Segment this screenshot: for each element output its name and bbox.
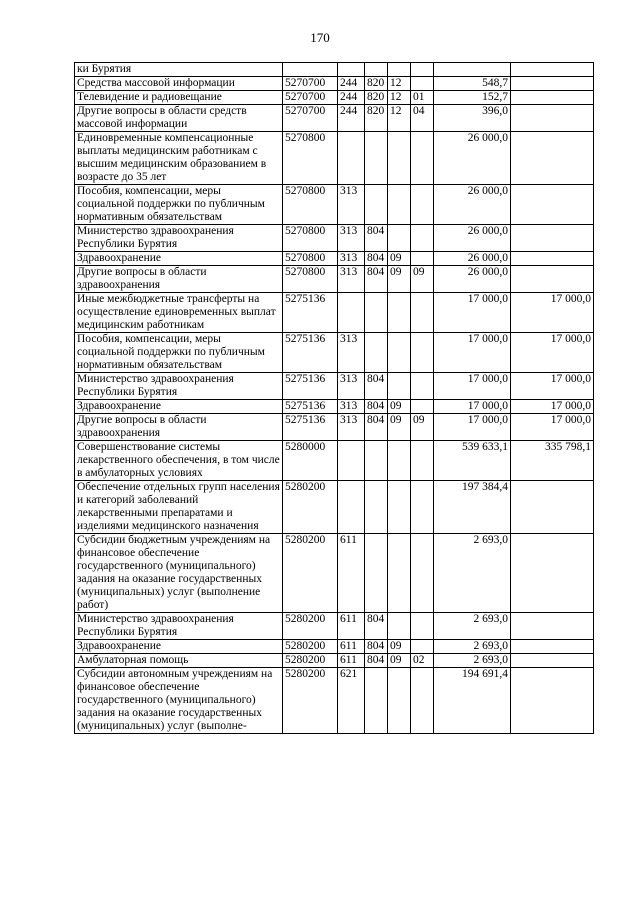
cell-target-article [283,63,338,77]
table-row [75,77,594,91]
cell-name: Совершенствование системы лекарственного обеспечения, в том числе в амбулаторных условиях [75,441,283,481]
cell-amount-federal [511,77,594,91]
cell-amount-federal [511,63,594,77]
cell-section: 12 [388,91,411,105]
cell-expense-type: 313 [338,266,365,293]
table-row [75,640,594,654]
cell-amount-federal: 17 000,0 [511,373,594,400]
cell-expense-type: 313 [338,333,365,373]
cell-name: Субсидии автономным учреждениям на финансовое обеспечение государственного (муниципального) задания на оказание государственных (муниципальных) услуг (выполне- [75,668,283,734]
cell-expense-type: 313 [338,185,365,225]
cell-expense-type [338,63,365,77]
cell-amount: 2 693,0 [434,613,511,640]
cell-subsection [411,481,434,534]
table-row [75,414,594,441]
cell-administrator: 804 [365,400,388,414]
cell-name: Обеспечение отдельных групп населения и категорий заболеваний лекарственными препаратами и изделиями медицинского назначения [75,481,283,534]
cell-amount-federal [511,132,594,185]
cell-section [388,441,411,481]
cell-section: 09 [388,414,411,441]
cell-amount: 548,7 [434,77,511,91]
table-row [75,534,594,613]
cell-name: Министерство здравоохранения Республики Бурятия [75,613,283,640]
cell-subsection [411,293,434,333]
cell-name: Здравоохранение [75,400,283,414]
cell-administrator [365,481,388,534]
cell-administrator: 804 [365,613,388,640]
cell-target-article: 5280200 [283,668,338,734]
cell-name: Иные межбюджетные трансферты на осуществление единовременных выплат медицинским работникам [75,293,283,333]
cell-section: 09 [388,640,411,654]
cell-amount-federal: 17 000,0 [511,293,594,333]
cell-administrator: 804 [365,373,388,400]
cell-target-article: 5275136 [283,373,338,400]
table-row [75,91,594,105]
cell-subsection [411,333,434,373]
cell-administrator: 820 [365,105,388,132]
cell-amount: 17 000,0 [434,293,511,333]
cell-section: 12 [388,77,411,91]
cell-target-article: 5275136 [283,293,338,333]
table-row [75,654,594,668]
cell-subsection [411,77,434,91]
cell-administrator [365,333,388,373]
cell-expense-type: 611 [338,640,365,654]
cell-subsection: 02 [411,654,434,668]
cell-amount-federal [511,185,594,225]
cell-administrator [365,441,388,481]
cell-subsection [411,441,434,481]
cell-administrator [365,185,388,225]
cell-section: 09 [388,252,411,266]
cell-target-article: 5275136 [283,400,338,414]
cell-target-article: 5280200 [283,613,338,640]
cell-expense-type [338,132,365,185]
cell-subsection [411,534,434,613]
table-row [75,668,594,734]
cell-amount: 2 693,0 [434,654,511,668]
cell-amount: 17 000,0 [434,400,511,414]
cell-section: 12 [388,105,411,132]
cell-expense-type: 611 [338,534,365,613]
cell-name: Министерство здравоохранения Республики Бурятия [75,225,283,252]
table-row [75,333,594,373]
cell-section [388,132,411,185]
cell-amount: 26 000,0 [434,132,511,185]
cell-target-article: 5270700 [283,91,338,105]
cell-amount: 396,0 [434,105,511,132]
cell-amount: 26 000,0 [434,185,511,225]
cell-administrator: 804 [365,225,388,252]
cell-expense-type: 621 [338,668,365,734]
cell-amount-federal [511,225,594,252]
cell-target-article: 5280200 [283,534,338,613]
cell-administrator: 820 [365,77,388,91]
cell-section [388,373,411,400]
cell-administrator: 804 [365,252,388,266]
cell-expense-type: 313 [338,252,365,266]
cell-administrator [365,668,388,734]
cell-subsection: 01 [411,91,434,105]
cell-administrator [365,293,388,333]
budget-table [74,62,594,734]
cell-expense-type: 244 [338,105,365,132]
table-row [75,185,594,225]
cell-amount-federal [511,105,594,132]
cell-amount: 26 000,0 [434,252,511,266]
cell-subsection: 09 [411,266,434,293]
cell-amount-federal [511,266,594,293]
table-row [75,400,594,414]
cell-subsection [411,373,434,400]
cell-target-article: 5275136 [283,414,338,441]
cell-expense-type: 313 [338,414,365,441]
cell-section [388,225,411,252]
cell-amount-federal [511,640,594,654]
table-row [75,613,594,640]
cell-target-article: 5270800 [283,252,338,266]
cell-administrator: 804 [365,414,388,441]
cell-name: Пособия, компенсации, меры социальной поддержки по публичным нормативным обязательствам [75,333,283,373]
cell-name: Пособия, компенсации, меры социальной поддержки по публичным нормативным обязательствам [75,185,283,225]
cell-amount-federal [511,613,594,640]
cell-target-article: 5270800 [283,185,338,225]
cell-name: Субсидии бюджетным учреждениям на финансовое обеспечение государственного (муниципального) задания на оказание государственных (муниципальных) услуг (выполнение работ) [75,534,283,613]
cell-section [388,293,411,333]
cell-subsection [411,252,434,266]
cell-name: Здравоохранение [75,252,283,266]
cell-section: 09 [388,400,411,414]
cell-amount: 2 693,0 [434,534,511,613]
cell-subsection [411,132,434,185]
cell-expense-type: 313 [338,373,365,400]
cell-subsection [411,63,434,77]
cell-amount-federal: 17 000,0 [511,414,594,441]
cell-administrator: 804 [365,654,388,668]
cell-name: Средства массовой информации [75,77,283,91]
cell-amount: 194 691,4 [434,668,511,734]
cell-name: Министерство здравоохранения Республики Бурятия [75,373,283,400]
cell-section [388,333,411,373]
cell-name: Другие вопросы в области здравоохранения [75,266,283,293]
cell-section [388,668,411,734]
cell-subsection [411,640,434,654]
cell-subsection [411,185,434,225]
cell-expense-type: 313 [338,225,365,252]
cell-section: 09 [388,654,411,668]
table-body [75,63,594,734]
cell-amount: 26 000,0 [434,266,511,293]
cell-expense-type: 244 [338,91,365,105]
cell-target-article: 5280200 [283,654,338,668]
cell-name: ки Бурятия [75,63,283,77]
cell-amount: 17 000,0 [434,414,511,441]
cell-name: Другие вопросы в области средств массовой информации [75,105,283,132]
cell-expense-type [338,293,365,333]
cell-amount-federal [511,481,594,534]
table-row [75,132,594,185]
cell-administrator [365,63,388,77]
cell-amount: 17 000,0 [434,333,511,373]
cell-name: Здравоохранение [75,640,283,654]
cell-amount: 197 384,4 [434,481,511,534]
cell-target-article: 5270700 [283,105,338,132]
cell-administrator: 804 [365,266,388,293]
cell-subsection: 09 [411,414,434,441]
cell-section [388,63,411,77]
cell-expense-type: 313 [338,400,365,414]
table-row [75,481,594,534]
cell-amount: 152,7 [434,91,511,105]
table-row [75,63,594,77]
table-row [75,225,594,252]
cell-amount-federal [511,654,594,668]
cell-section: 09 [388,266,411,293]
cell-amount: 539 633,1 [434,441,511,481]
cell-expense-type [338,481,365,534]
cell-amount: 26 000,0 [434,225,511,252]
cell-amount: 2 693,0 [434,640,511,654]
cell-expense-type [338,441,365,481]
cell-subsection: 04 [411,105,434,132]
cell-target-article: 5280200 [283,481,338,534]
cell-amount-federal [511,534,594,613]
cell-subsection [411,400,434,414]
cell-name: Другие вопросы в области здравоохранения [75,414,283,441]
cell-target-article: 5280200 [283,640,338,654]
cell-section [388,534,411,613]
cell-target-article: 5270700 [283,77,338,91]
cell-subsection [411,668,434,734]
cell-administrator [365,534,388,613]
cell-section [388,613,411,640]
cell-target-article: 5280000 [283,441,338,481]
cell-amount-federal [511,668,594,734]
cell-section [388,481,411,534]
table-row [75,441,594,481]
cell-subsection [411,613,434,640]
table-row [75,266,594,293]
cell-name: Телевидение и радиовещание [75,91,283,105]
cell-administrator: 804 [365,640,388,654]
cell-expense-type: 611 [338,613,365,640]
cell-target-article: 5275136 [283,333,338,373]
cell-expense-type: 244 [338,77,365,91]
page-number: 170 [310,30,330,45]
cell-expense-type: 611 [338,654,365,668]
cell-section [388,185,411,225]
cell-amount-federal [511,252,594,266]
cell-target-article: 5270800 [283,266,338,293]
cell-administrator: 820 [365,91,388,105]
cell-amount-federal: 17 000,0 [511,333,594,373]
table-row [75,293,594,333]
cell-amount [434,63,511,77]
cell-amount: 17 000,0 [434,373,511,400]
cell-subsection [411,225,434,252]
cell-target-article: 5270800 [283,132,338,185]
table-row [75,105,594,132]
cell-amount-federal: 17 000,0 [511,400,594,414]
cell-administrator [365,132,388,185]
cell-amount-federal: 335 798,1 [511,441,594,481]
cell-name: Амбулаторная помощь [75,654,283,668]
table-row [75,373,594,400]
cell-amount-federal [511,91,594,105]
cell-target-article: 5270800 [283,225,338,252]
table-row [75,252,594,266]
cell-name: Единовременные компенсационные выплаты медицинским работникам с высшим медицинским образованием в возрасте до 35 лет [75,132,283,185]
